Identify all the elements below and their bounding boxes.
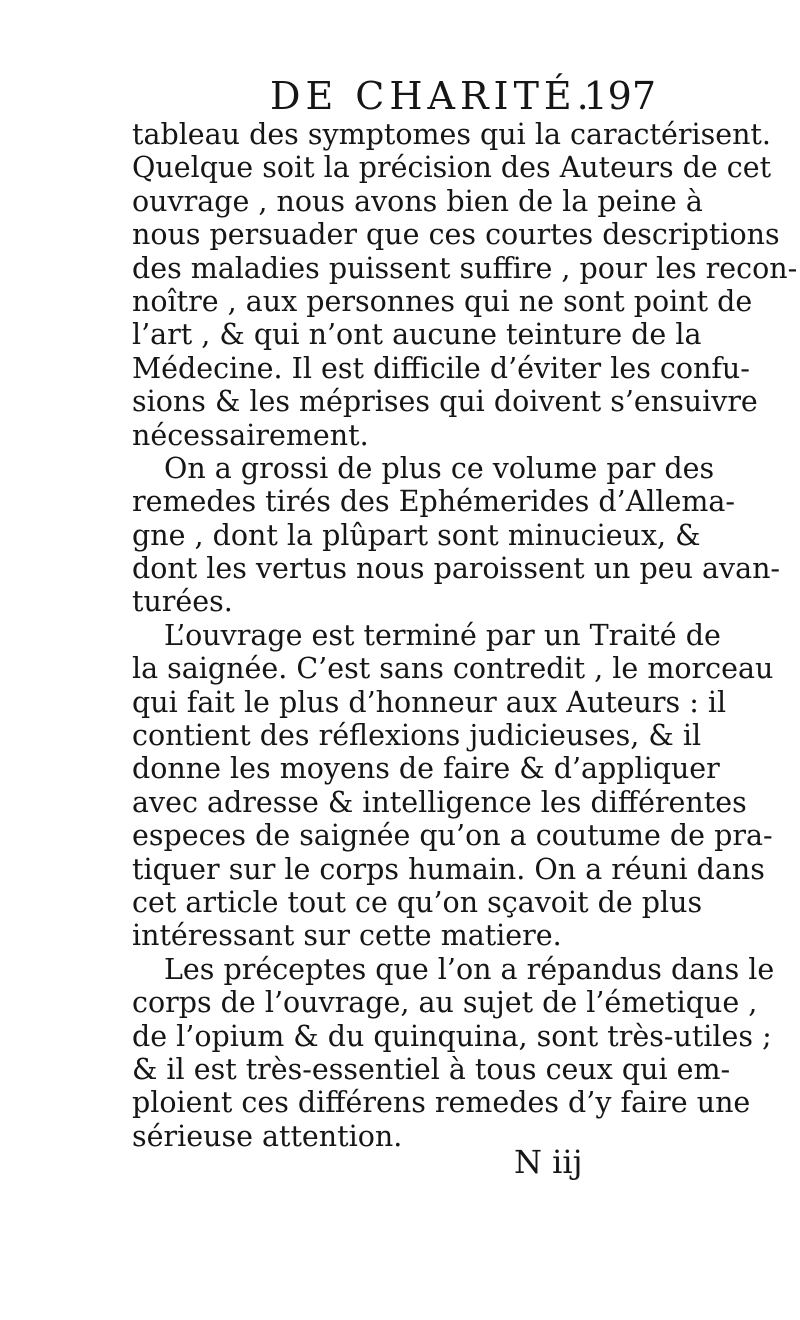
text-line: & il est très-essentiel à tous ceux qui em- [132, 1052, 731, 1086]
text-line: qui fait le plus d’honneur aux Auteurs : il [132, 685, 727, 719]
text-line: nous persuader que ces courtes descriptions [132, 218, 780, 252]
text-line: especes de saignée qu’on a coutume de pra- [132, 819, 773, 853]
running-title: DE CHARITÉ. [270, 74, 594, 118]
text-line: On a grossi de plus ce volume par des [164, 451, 715, 485]
text-line: des maladies puissent suffire , pour les recon- [132, 251, 798, 285]
text-line: Quelque soit la précision des Auteurs de cet [132, 151, 772, 185]
text-line: la saignée. C’est sans contredit , le morceau [132, 652, 774, 686]
text-line: l’art , & qui n’ont aucune teinture de la [132, 318, 702, 352]
text-line: ploient ces différens remedes d’y faire une [132, 1086, 751, 1120]
body-text [132, 118, 798, 1153]
text-line: dont les vertus nous paroissent un peu avan- [132, 552, 781, 586]
text-line: L’ouvrage est terminé par un Traité de [164, 618, 721, 652]
text-line: intéressant sur cette matiere. [132, 919, 562, 953]
page-number: 197 [583, 74, 656, 118]
text-line: cet article tout ce qu’on sçavoit de plus [132, 885, 703, 919]
text-line: nécessairement. [132, 418, 369, 452]
text-line: corps de l’ouvrage, au sujet de l’émetique , [132, 986, 758, 1020]
text-line: Médecine. Il est difficile d’éviter les confu- [132, 351, 750, 385]
text-line: contient des réflexions judicieuses, & il [132, 719, 702, 753]
text-line: de l’opium & du quinquina, sont très-utiles ; [132, 1019, 772, 1053]
text-line: Les préceptes que l’on a répandus dans le [164, 952, 775, 986]
text-line: tableau des symptomes qui la caractérisent. [132, 118, 771, 151]
text-line: noître , aux personnes qui ne sont point de [132, 284, 753, 318]
text-line: turées. [132, 585, 233, 619]
text-line: sérieuse attention. [132, 1119, 403, 1153]
text-line: tiquer sur le corps humain. On a réuni dans [132, 852, 765, 886]
text-line: remedes tirés des Ephémerides d’Allema- [132, 485, 736, 519]
text-line: gne , dont la plûpart sont minucieux, & [132, 518, 701, 552]
text-line: sions & les méprises qui doivent s’ensuivre [132, 385, 758, 419]
running-head [130, 72, 670, 122]
printer-signature-mark: N iij [514, 1143, 583, 1181]
text-line: ouvrage , nous avons bien de la peine à [132, 184, 703, 218]
text-line: avec adresse & intelligence les différentes [132, 785, 747, 819]
text-line: donne les moyens de faire & d’appliquer [132, 752, 720, 786]
